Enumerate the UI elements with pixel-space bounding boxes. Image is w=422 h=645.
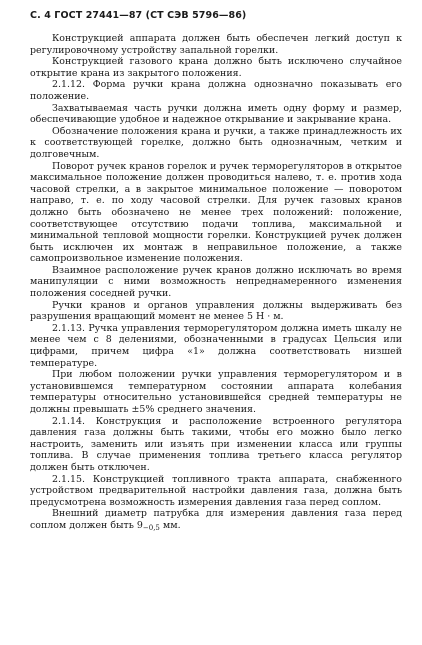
paragraph-access: Конструкцией аппарата должен быть обеспечен легкий доступ к регулировочному устройству запальной горелки.: [30, 33, 402, 56]
paragraph-2-1-15: 2.1.15. Конструкцией топливного тракта аппарата, снабженного устройством предварительной настройки давления газа, должна быть предусмотрена возможность измерения давления газа перед соплом.: [30, 473, 402, 508]
nozzle-diameter-text: Внешний диаметр патрубка для измерения давления газа перед соплом должен быть 9: [30, 508, 402, 531]
paragraph-2-1-14: 2.1.14. Конструкция и расположение встроенного регулятора давления газа должны быть такими, чтобы его можно было легко настроить, заменить или изъять при изменении класса или группы топлива. В случае применения топлива третьего класса регулятор должен быть отключен.: [30, 415, 402, 473]
paragraph-temperature: При любом положении ручки управления терморегулятором и в установившемся температурном состоянии аппарата колебания температуры относительно установившейся средней температуры не должны превышать ±5% среднего значения.: [30, 369, 402, 415]
paragraph-2-1-13: 2.1.13. Ручка управления терморегулятором должна иметь шкалу не менее чем с 8 делениями, обозначенными в градусах Цельсия или цифрами, причем цифра «1» должна соответствовать низшей температуре.: [30, 322, 402, 369]
paragraph-gas-valve: Конструкцией газового крана должно быть исключено случайное открытие крана из закрытого положения.: [30, 56, 402, 79]
paragraph-torque: Ручки кранов и органов управления должны выдерживать без разрушения вращающий момент не менее 5 Н · м.: [30, 299, 402, 323]
paragraph-2-1-12: 2.1.12. Форма ручки крана должна однозначно показывать его положение.: [30, 79, 402, 102]
paragraph-arrangement: Взаимное расположение ручек кранов должно исключать во время манипуляции с ними возможность непреднамеренного изменения положения соседней ручки.: [30, 264, 402, 300]
paragraph-grip: Захватываемая часть ручки должна иметь одну форму и размер, обеспечивающие удобное и надежное открывание и закрывание крана.: [30, 102, 402, 126]
page-header: С. 4 ГОСТ 27441—87 (СТ СЭВ 5796—86): [30, 10, 247, 21]
nozzle-diameter-tolerance: −0,5: [142, 523, 160, 532]
paragraph-marking: Обозначение положения крана и ручки, а также принадлежность их к соответствующей горелке, должно быть однозначным, четким и долговечным.: [30, 125, 402, 160]
paragraph-nozzle-diameter: [30, 508, 402, 534]
paragraph-rotation: Поворот ручек кранов горелок и ручек терморегуляторов в открытое максимальное положение должен проводиться налево, т. е. против хода часовой стрелки, а в закрытое минимальное положение — поворотом направо, т. е. по ходу часовой стрелки. Для ручек газовых кранов должно быть обозначено не менее трех положений: положение, соответствующее отсутствию подачи топлива, максимальной и минимальной тепловой мощности горелки. Конструкцией ручек должен быть исключен их монтаж в неправильное положение, а также самопроизвольное изменение положения.: [30, 160, 402, 265]
nozzle-diameter-unit: мм.: [159, 519, 181, 531]
